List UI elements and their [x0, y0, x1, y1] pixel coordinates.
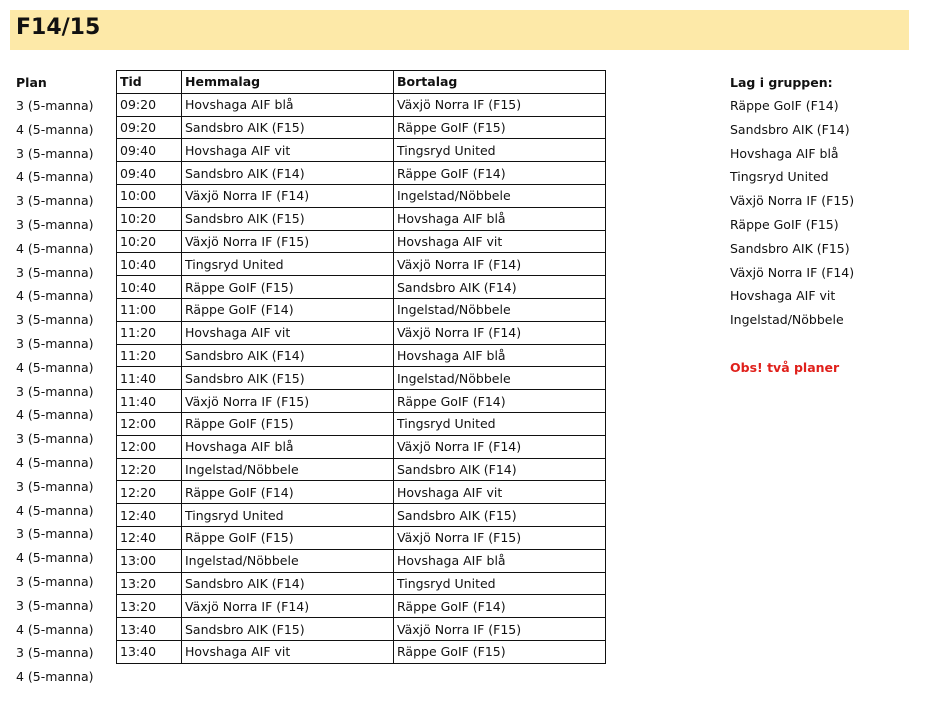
away-team-cell: Hovshaga AIF blå — [394, 344, 606, 367]
away-team-cell: Räppe GoIF (F14) — [394, 390, 606, 413]
group-items — [730, 94, 854, 332]
plan-cell: 4 (5-manna) — [16, 669, 94, 685]
header-tid: Tid — [117, 71, 182, 94]
plan-cell: 3 (5-manna) — [16, 312, 94, 328]
table-row — [117, 412, 606, 435]
table-row — [117, 93, 606, 116]
away-team-cell: Växjö Norra IF (F15) — [394, 93, 606, 116]
tid-cell: 09:20 — [117, 93, 182, 116]
plan-cell: 4 (5-manna) — [16, 407, 94, 423]
table-row — [117, 572, 606, 595]
header-bortalag: Bortalag — [394, 71, 606, 94]
table-row — [117, 207, 606, 230]
plan-cell: 3 (5-manna) — [16, 645, 94, 661]
home-team-cell: Växjö Norra IF (F14) — [182, 595, 394, 618]
plan-cell: 4 (5-manna) — [16, 359, 94, 375]
plan-cell: 3 (5-manna) — [16, 98, 94, 113]
home-team-cell: Räppe GoIF (F15) — [182, 412, 394, 435]
home-team-cell: Räppe GoIF (F15) — [182, 276, 394, 299]
table-row — [117, 230, 606, 253]
title-bar — [10, 10, 909, 50]
tid-cell: 10:20 — [117, 230, 182, 253]
group-list — [730, 75, 854, 332]
table-row — [117, 139, 606, 162]
plan-cell: 3 (5-manna) — [16, 597, 94, 613]
schedule-body — [117, 93, 606, 663]
plan-cell: 3 (5-manna) — [16, 431, 94, 447]
home-team-cell: Hovshaga AIF blå — [182, 93, 394, 116]
plan-cell: 3 (5-manna) — [16, 216, 94, 232]
plan-cell: 3 (5-manna) — [16, 526, 94, 542]
home-team-cell: Hovshaga AIF vit — [182, 640, 394, 663]
table-row — [117, 116, 606, 139]
away-team-cell: Växjö Norra IF (F14) — [394, 253, 606, 276]
home-team-cell: Sandsbro AIK (F15) — [182, 367, 394, 390]
group-team: Sandsbro AIK (F14) — [730, 121, 850, 137]
table-row — [117, 640, 606, 663]
tid-cell: 12:00 — [117, 435, 182, 458]
home-team-cell: Räppe GoIF (F14) — [182, 298, 394, 321]
group-team: Hovshaga AIF vit — [730, 288, 836, 304]
home-team-cell: Växjö Norra IF (F15) — [182, 230, 394, 253]
tid-cell: 11:40 — [117, 367, 182, 390]
home-team-cell: Tingsryd United — [182, 253, 394, 276]
group-title: Lag i gruppen: — [730, 75, 833, 90]
table-row — [117, 481, 606, 504]
tid-cell: 12:00 — [117, 412, 182, 435]
home-team-cell: Sandsbro AIK (F15) — [182, 618, 394, 641]
home-team-cell: Hovshaga AIF blå — [182, 435, 394, 458]
tid-cell: 13:40 — [117, 640, 182, 663]
plan-column — [16, 94, 116, 689]
two-fields-note: Obs! två planer — [730, 360, 840, 375]
table-row — [117, 458, 606, 481]
home-team-cell: Växjö Norra IF (F14) — [182, 184, 394, 207]
home-team-cell: Hovshaga AIF vit — [182, 139, 394, 162]
table-header-row — [117, 71, 606, 94]
away-team-cell: Sandsbro AIK (F14) — [394, 458, 606, 481]
home-team-cell: Tingsryd United — [182, 504, 394, 527]
away-team-cell: Hovshaga AIF blå — [394, 207, 606, 230]
away-team-cell: Räppe GoIF (F14) — [394, 595, 606, 618]
away-team-cell: Växjö Norra IF (F15) — [394, 618, 606, 641]
plan-cell: 4 (5-manna) — [16, 621, 94, 637]
tid-cell: 11:00 — [117, 298, 182, 321]
tid-cell: 12:20 — [117, 458, 182, 481]
group-team: Sandsbro AIK (F15) — [730, 240, 850, 256]
tid-cell: 09:20 — [117, 116, 182, 139]
group-team: Ingelstad/Nöbbele — [730, 312, 844, 328]
tid-cell: 13:20 — [117, 595, 182, 618]
home-team-cell: Räppe GoIF (F14) — [182, 481, 394, 504]
table-row — [117, 390, 606, 413]
group-team: Räppe GoIF (F14) — [730, 98, 839, 113]
away-team-cell: Räppe GoIF (F15) — [394, 640, 606, 663]
away-team-cell: Hovshaga AIF vit — [394, 230, 606, 253]
plan-cell: 3 (5-manna) — [16, 573, 94, 589]
group-team: Växjö Norra IF (F15) — [730, 193, 855, 209]
table-row — [117, 253, 606, 276]
table-row — [117, 526, 606, 549]
tid-cell: 09:40 — [117, 139, 182, 162]
table-row — [117, 367, 606, 390]
plan-cell: 4 (5-manna) — [16, 502, 94, 518]
away-team-cell: Tingsryd United — [394, 139, 606, 162]
header-hemmalag: Hemmalag — [182, 71, 394, 94]
tid-cell: 10:00 — [117, 184, 182, 207]
table-row — [117, 162, 606, 185]
tid-cell: 12:40 — [117, 504, 182, 527]
group-team: Hovshaga AIF blå — [730, 145, 839, 161]
home-team-cell: Ingelstad/Nöbbele — [182, 458, 394, 481]
home-team-cell: Sandsbro AIK (F15) — [182, 116, 394, 139]
plan-cell: 3 (5-manna) — [16, 335, 94, 351]
plan-cell: 4 (5-manna) — [16, 550, 94, 566]
schedule-table — [116, 70, 606, 664]
plan-cell: 3 (5-manna) — [16, 145, 94, 161]
table-row — [117, 549, 606, 572]
tid-cell: 10:40 — [117, 276, 182, 299]
group-team: Växjö Norra IF (F14) — [730, 264, 855, 280]
tid-cell: 11:20 — [117, 344, 182, 367]
table-row — [117, 595, 606, 618]
tid-cell: 13:00 — [117, 549, 182, 572]
home-team-cell: Växjö Norra IF (F15) — [182, 390, 394, 413]
home-team-cell: Hovshaga AIF vit — [182, 321, 394, 344]
plan-cell: 4 (5-manna) — [16, 454, 94, 470]
away-team-cell: Ingelstad/Nöbbele — [394, 367, 606, 390]
home-team-cell: Sandsbro AIK (F14) — [182, 162, 394, 185]
away-team-cell: Räppe GoIF (F14) — [394, 162, 606, 185]
plan-cell: 3 (5-manna) — [16, 264, 94, 280]
plan-cell: 3 (5-manna) — [16, 383, 94, 399]
away-team-cell: Räppe GoIF (F15) — [394, 116, 606, 139]
plan-cell: 4 (5-manna) — [16, 288, 94, 304]
page-title: F14/15 — [16, 15, 101, 40]
table-row — [117, 618, 606, 641]
away-team-cell: Hovshaga AIF vit — [394, 481, 606, 504]
group-team: Räppe GoIF (F15) — [730, 216, 839, 232]
home-team-cell: Sandsbro AIK (F14) — [182, 572, 394, 595]
plan-cell: 4 (5-manna) — [16, 121, 94, 137]
tid-cell: 09:40 — [117, 162, 182, 185]
table-row — [117, 184, 606, 207]
away-team-cell: Tingsryd United — [394, 412, 606, 435]
table-row — [117, 504, 606, 527]
away-team-cell: Tingsryd United — [394, 572, 606, 595]
tid-cell: 13:40 — [117, 618, 182, 641]
table-row — [117, 321, 606, 344]
group-team: Tingsryd United — [730, 169, 829, 185]
home-team-cell: Räppe GoIF (F15) — [182, 526, 394, 549]
tid-cell: 11:40 — [117, 390, 182, 413]
plan-cell: 4 (5-manna) — [16, 169, 94, 185]
tid-cell: 12:40 — [117, 526, 182, 549]
table-row — [117, 276, 606, 299]
tid-cell: 10:40 — [117, 253, 182, 276]
away-team-cell: Ingelstad/Nöbbele — [394, 184, 606, 207]
away-team-cell: Ingelstad/Nöbbele — [394, 298, 606, 321]
plan-cell: 3 (5-manna) — [16, 478, 94, 494]
tid-cell: 11:20 — [117, 321, 182, 344]
plan-cell: 3 (5-manna) — [16, 193, 94, 209]
home-team-cell: Sandsbro AIK (F15) — [182, 207, 394, 230]
tid-cell: 13:20 — [117, 572, 182, 595]
plan-header: Plan — [16, 75, 47, 90]
tid-cell: 12:20 — [117, 481, 182, 504]
plan-cell: 4 (5-manna) — [16, 240, 94, 256]
away-team-cell: Hovshaga AIF blå — [394, 549, 606, 572]
away-team-cell: Växjö Norra IF (F14) — [394, 321, 606, 344]
away-team-cell: Sandsbro AIK (F15) — [394, 504, 606, 527]
tid-cell: 10:20 — [117, 207, 182, 230]
table-row — [117, 435, 606, 458]
table-row — [117, 298, 606, 321]
home-team-cell: Ingelstad/Nöbbele — [182, 549, 394, 572]
away-team-cell: Växjö Norra IF (F15) — [394, 526, 606, 549]
table-row — [117, 344, 606, 367]
away-team-cell: Sandsbro AIK (F14) — [394, 276, 606, 299]
home-team-cell: Sandsbro AIK (F14) — [182, 344, 394, 367]
away-team-cell: Växjö Norra IF (F14) — [394, 435, 606, 458]
